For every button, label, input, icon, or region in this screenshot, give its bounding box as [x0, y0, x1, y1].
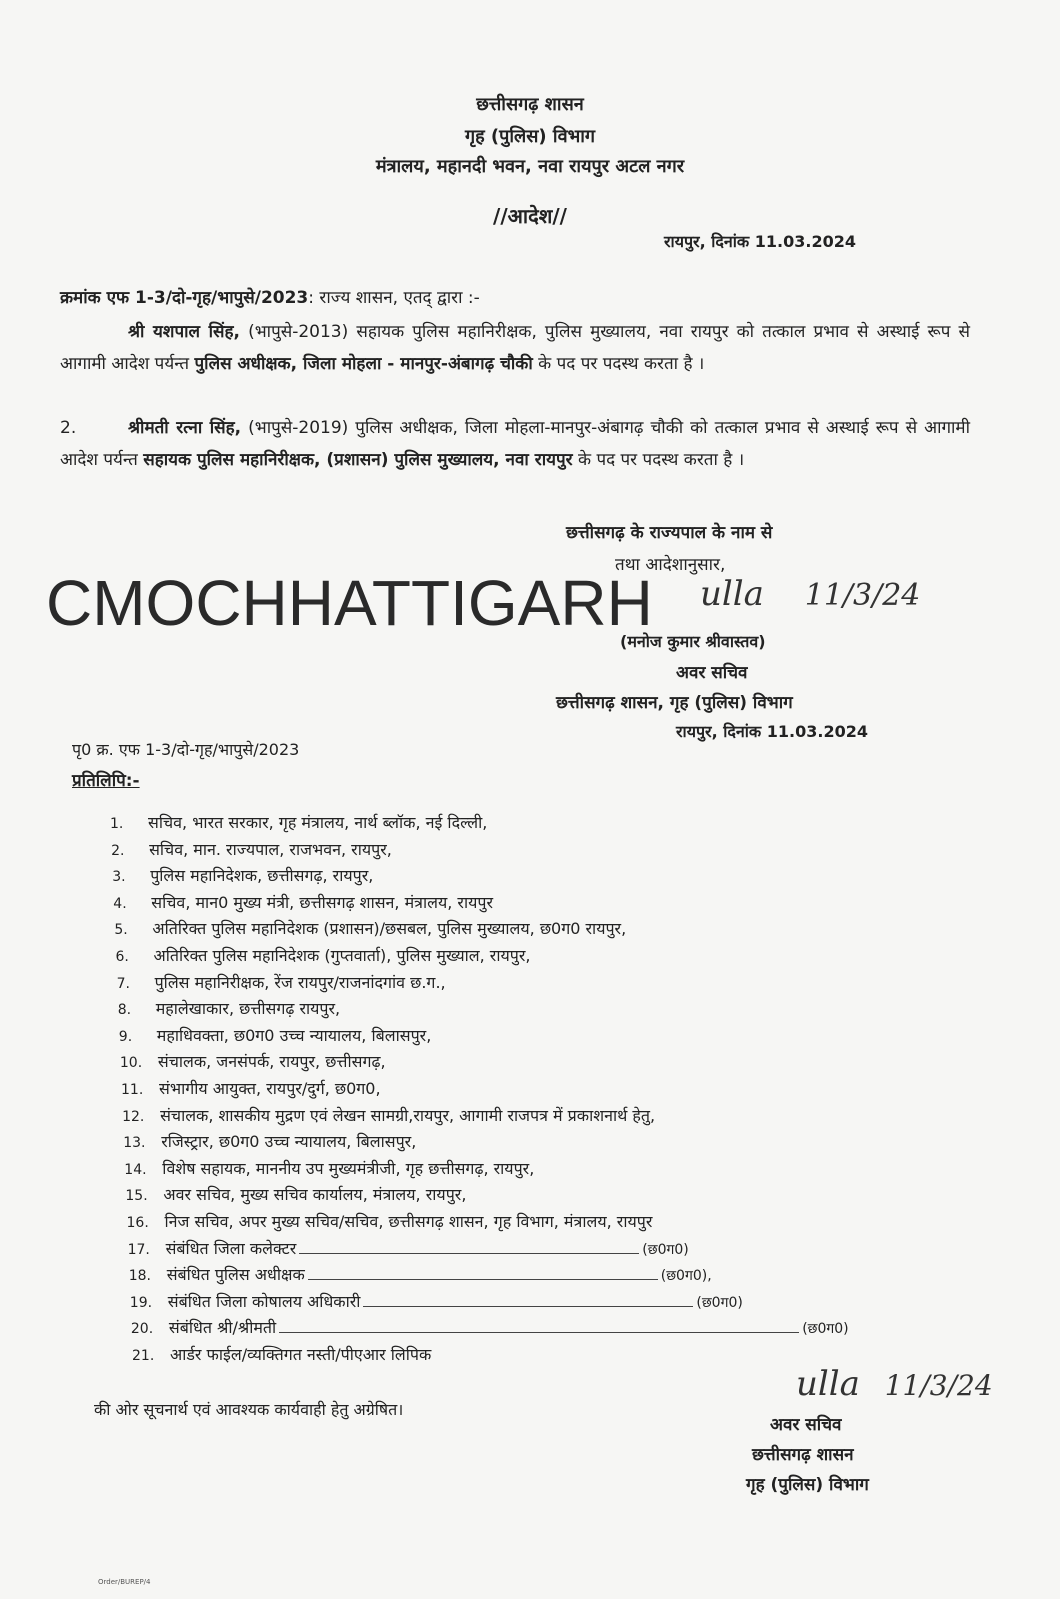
copy-list-item-text: संबंधित पुलिस अधीक्षक	[166, 1265, 305, 1285]
copy-list-item-number: 9.	[118, 1028, 133, 1045]
paragraph-1-text: (भापुसे-2013) सहायक पुलिस महानिरीक्षक, पुलिस मुख्यालय, नवा रायपुर को तत्काल प्रभाव से अस्थाई रूप से आगामी आदेश पर्यन्त	[60, 322, 970, 374]
copy-list-item-number: 20.	[130, 1321, 154, 1338]
endorsement-reference: पृ0 क्र. एफ 1-3/दो-गृह/भापुसे/2023	[72, 740, 300, 759]
governor-line-2: तथा आदेशानुसार,	[615, 555, 726, 575]
copy-list-item	[110, 1289, 970, 1316]
copy-list-item-text: विशेष सहायक, माननीय उप मुख्यमंत्रीजी, गृह छत्तीसगढ़, रायपुर,	[162, 1158, 535, 1178]
copy-list-item-number: 4.	[113, 895, 127, 912]
order-place-date: रायपुर, दिनांक 11.03.2024	[664, 232, 856, 251]
officer-2-post: सहायक पुलिस महानिरीक्षक, (प्रशासन) पुलिस मुख्यालय, नवा रायपुर	[143, 450, 573, 470]
copy-list-item-text: महालेखाकार, छत्तीसगढ़ रायपुर,	[155, 999, 341, 1019]
copy-list-item	[110, 1209, 970, 1236]
copy-list-item-number: 21.	[132, 1347, 155, 1364]
copy-list-item-text: संबंधित जिला कोषालय अधिकारी	[167, 1291, 361, 1311]
copy-list-item-number: 15.	[125, 1188, 148, 1205]
copy-list-item	[110, 996, 970, 1023]
copy-list-item	[110, 863, 970, 890]
copy-list-item	[110, 1236, 970, 1263]
paragraph-2-text: (भापुसे-2019) पुलिस अधीक्षक, जिला मोहला-मानपुर-अंबागढ़ चौकी को तत्काल प्रभाव से अस्थाई रूप से आगामी आदेश पर्यन्त	[60, 418, 970, 470]
copy-list-item-text: संबंधित जिला कलेक्टर	[165, 1238, 297, 1258]
header-department: गृह (पुलिस) विभाग	[464, 126, 596, 147]
paragraph-2-tail: के पद पर पदस्थ करता है ।	[572, 450, 745, 470]
signature-1-initials: ulla	[700, 574, 764, 614]
copy-list-item-text: अतिरिक्त पुलिस महानिदेशक (प्रशासन)/छसबल, पुलिस मुख्यालय, छ0ग0 रायपुर,	[152, 919, 627, 939]
copy-list	[110, 810, 970, 1368]
copy-list-item-text: आर्डर फाईल/व्यक्तिगत नस्ती/पीएआर लिपिक	[170, 1344, 432, 1364]
copy-list-item-number: 13.	[123, 1135, 146, 1152]
copy-list-item-text: निज सचिव, अपर मुख्य सचिव/सचिव, छत्तीसगढ़ शासन, गृह विभाग, मंत्रालय, रायपुर	[164, 1211, 653, 1231]
copy-list-item-number: 12.	[122, 1108, 145, 1125]
copy-footer: की ओर सूचनार्थ एवं आवश्यक कार्यवाही हेतु अग्रेषित।	[94, 1400, 404, 1419]
copy-list-item	[110, 1262, 970, 1289]
blank-line	[363, 1292, 693, 1307]
copy-list-item	[110, 1049, 970, 1076]
copy-list-item-text: संबंधित श्री/श्रीमती	[168, 1318, 277, 1338]
copy-list-item-number: 19.	[129, 1294, 153, 1311]
paragraph-1	[60, 316, 970, 380]
copy-list-item-text: सचिव, मान0 मुख्य मंत्री, छत्तीसगढ़ शासन, मंत्रालय, रायपुर	[151, 892, 494, 912]
copy-list-item-number: 3.	[112, 869, 126, 886]
copy-list-item-text: पुलिस महानिरीक्षक, रेंज रायपुर/राजनांदगांव छ.ग.,	[154, 972, 446, 992]
signature-1-date: 11/3/24	[804, 578, 921, 613]
watermark-text: CMOCHHATTIGARH	[46, 567, 653, 639]
copy-list-item-suffix: (छ0ग0),	[660, 1268, 712, 1285]
signature-2-initials: ulla	[796, 1364, 860, 1404]
copy-list-item	[110, 1076, 970, 1103]
signature-1	[700, 574, 920, 614]
copy-list-item	[110, 1023, 970, 1050]
copy-list-item-suffix: (छ0ग0)	[696, 1294, 743, 1311]
copy-list-item-text: रजिस्ट्रार, छ0ग0 उच्च न्यायालय, बिलासपुर,	[161, 1132, 417, 1152]
paragraph-2-number: 2.	[60, 418, 77, 438]
blank-line	[279, 1318, 799, 1333]
signatory-designation: अवर सचिव	[676, 663, 748, 683]
paragraph-1-tail: के पद पर पदस्थ करता है ।	[532, 354, 705, 374]
copy-list-item-number: 11.	[121, 1081, 144, 1098]
copy-list-item	[110, 1103, 970, 1130]
blank-line	[308, 1265, 658, 1280]
governor-line-1: छत्तीसगढ़ के राज्यपाल के नाम से	[566, 523, 773, 543]
copy-list-item	[110, 1156, 970, 1183]
copy-list-item-text: अतिरिक्त पुलिस महानिदेशक (गुप्तवार्ता), पुलिस मुख्याल, रायपुर,	[153, 945, 531, 965]
officer-1-name: श्री यशपाल सिंह,	[128, 322, 241, 342]
copy-list-item-number: 18.	[128, 1268, 151, 1285]
order-title: //आदेश//	[493, 204, 567, 228]
paragraph-2	[60, 412, 970, 476]
copy-list-item-text: संचालक, जनसंपर्क, रायपुर, छत्तीसगढ़,	[157, 1052, 386, 1072]
copy-list-item	[110, 943, 970, 970]
signatory-name: (मनोज कुमार श्रीवास्तव)	[620, 632, 766, 651]
copy-list-item-number: 8.	[117, 1002, 132, 1019]
copy-list-item-number: 6.	[115, 948, 129, 965]
copy-list-item-number: 2.	[111, 842, 125, 859]
copy-list-item	[110, 970, 970, 997]
officer-1-post: पुलिस अधीक्षक, जिला मोहला - मानपुर-अंबागढ़ चौकी	[194, 354, 533, 374]
copy-list-item	[110, 837, 970, 864]
footer-code: Order/BUREP/4	[98, 1578, 151, 1586]
copy-list-item	[110, 916, 970, 943]
signature-2	[796, 1364, 993, 1404]
signatory-department: छत्तीसगढ़ शासन, गृह (पुलिस) विभाग	[556, 693, 793, 713]
copy-heading: प्रतिलिपि:-	[72, 771, 140, 791]
header-government: छत्तीसगढ़ शासन	[476, 94, 584, 115]
copy-list-item-text: पुलिस महानिदेशक, छत्तीसगढ़, रायपुर,	[150, 866, 374, 886]
copy-list-item	[110, 1129, 970, 1156]
copy-list-item-number: 5.	[114, 922, 128, 939]
final-signatory-department: गृह (पुलिस) विभाग	[746, 1475, 869, 1495]
copy-list-item-text: संभागीय आयुक्त, रायपुर/दुर्ग, छ0ग0,	[159, 1078, 381, 1098]
blank-line	[299, 1239, 639, 1254]
copy-list-item-text: महाधिवक्ता, छ0ग0 उच्च न्यायालय, बिलासपुर,	[156, 1025, 432, 1045]
final-signatory-designation: अवर सचिव	[770, 1415, 842, 1435]
order-intro: : राज्य शासन, एतद् द्वारा :-	[308, 288, 480, 308]
signatory-place-date: रायपुर, दिनांक 11.03.2024	[676, 722, 868, 741]
copy-list-item-number: 17.	[127, 1241, 150, 1258]
copy-list-item-number: 16.	[126, 1214, 149, 1231]
header-address: मंत्रालय, महानदी भवन, नवा रायपुर अटल नगर	[375, 156, 685, 177]
copy-list-item-number: 7.	[116, 975, 130, 992]
copy-list-item-text: सचिव, भारत सरकार, गृह मंत्रालय, नार्थ ब्लॉक, नई दिल्ली,	[148, 813, 488, 832]
copy-list-item	[110, 890, 970, 917]
order-reference	[60, 285, 480, 308]
signature-2-date: 11/3/24	[884, 1369, 993, 1402]
officer-2-name: श्रीमती रत्ना सिंह,	[128, 418, 242, 438]
copy-list-item	[110, 810, 970, 837]
copy-list-item-number: 1.	[110, 816, 124, 832]
copy-list-item-suffix: (छ0ग0)	[642, 1241, 689, 1258]
copy-list-item-number: 10.	[119, 1055, 143, 1072]
copy-list-item	[110, 1315, 970, 1342]
copy-list-item-text: सचिव, मान. राज्यपाल, राजभवन, रायपुर,	[149, 839, 392, 859]
copy-list-item-text: संचालक, शासकीय मुद्रण एवं लेखन सामग्री,रायपुर, आगामी राजपत्र में प्रकाशनार्थ हेतु,	[160, 1105, 656, 1125]
final-signatory-government: छत्तीसगढ़ शासन	[752, 1445, 854, 1465]
copy-list-item-number: 14.	[124, 1161, 147, 1178]
copy-list-item	[110, 1182, 970, 1209]
copy-list-item-suffix: (छ0ग0)	[802, 1321, 849, 1338]
order-number: क्रमांक एफ 1-3/दो-गृह/भापुसे/2023	[60, 288, 309, 308]
copy-list-item-text: अवर सचिव, मुख्य सचिव कार्यालय, मंत्रालय, रायपुर,	[163, 1185, 467, 1205]
